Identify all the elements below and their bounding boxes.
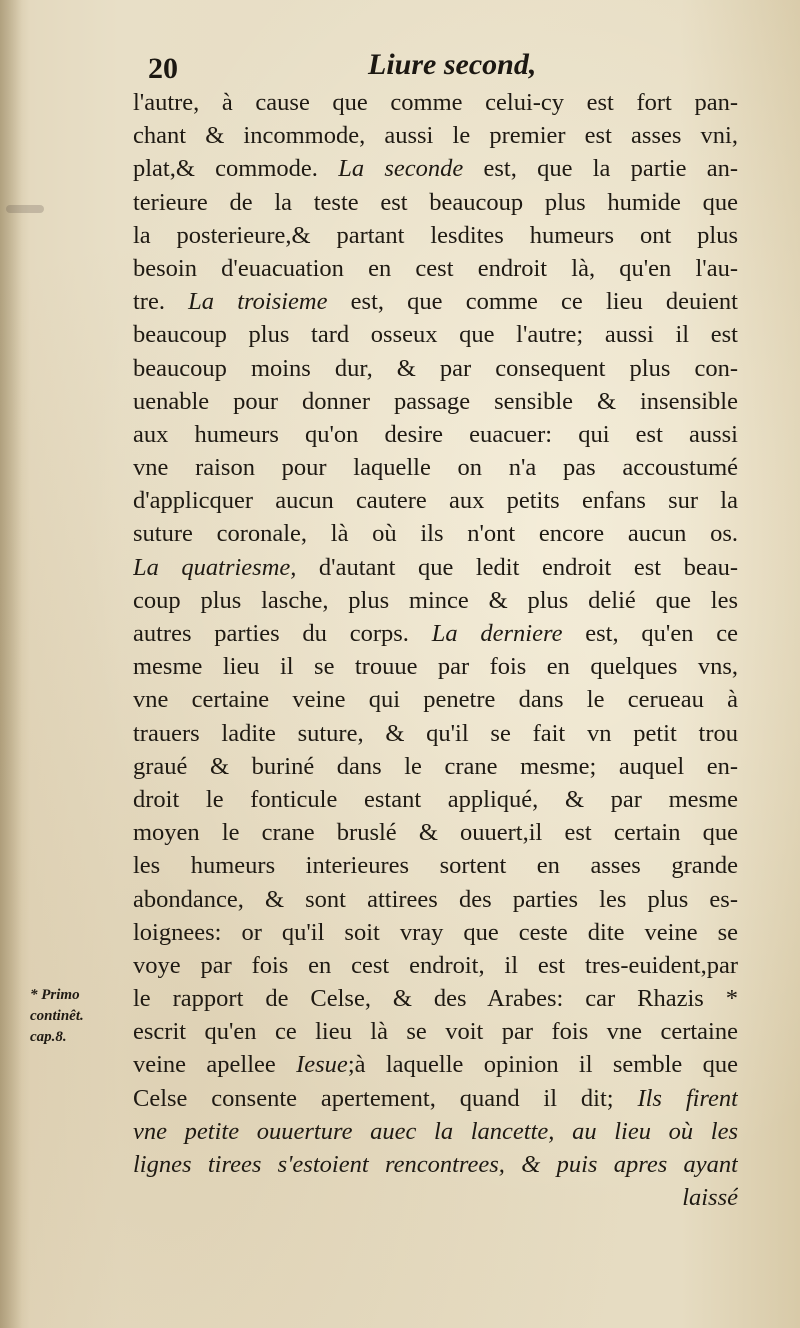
gutter-shadow	[0, 0, 22, 1328]
text-segment: aux humeurs qu'on desire euacuer: qui est aussi	[133, 420, 738, 448]
margin-note-line: * Primo	[30, 987, 80, 1003]
text-line	[133, 219, 738, 252]
italic-segment: La troisieme	[188, 288, 328, 316]
text-line	[133, 617, 738, 650]
italic-segment: La quatriesme,	[133, 553, 297, 581]
text-line	[133, 385, 738, 418]
text-line	[133, 1082, 738, 1115]
text-line	[133, 152, 738, 185]
text-segment: tre.	[133, 288, 189, 316]
text-segment: trauers ladite suture, & qu'il se fait vn petit trou	[133, 719, 738, 747]
text-segment: plat,& commode.	[133, 155, 339, 183]
text-line	[133, 849, 738, 882]
text-line	[133, 816, 738, 849]
ink-smudge	[6, 205, 44, 213]
text-line	[133, 650, 738, 683]
text-line	[133, 551, 738, 584]
text-segment: escrit qu'en ce lieu là se voit par fois vne certaine	[133, 1018, 738, 1046]
text-line	[133, 186, 738, 219]
text-segment: terieure de la teste est beaucoup plus humide que	[133, 188, 738, 216]
italic-segment: vne petite ouuerture auec la lancette, au lieu où les	[133, 1117, 738, 1145]
text-line	[133, 1048, 738, 1081]
text-line	[133, 1015, 738, 1048]
text-line	[133, 352, 738, 385]
text-line	[133, 717, 738, 750]
text-segment: le rapport de Celse, & des Arabes: car Rhazis *	[133, 985, 738, 1013]
text-segment: graué & buriné dans le crane mesme; auquel en-	[133, 752, 738, 780]
text-segment: mesme lieu il se trouue par fois en quelques vns,	[133, 653, 738, 681]
text-line	[133, 916, 738, 949]
text-line	[133, 1181, 738, 1214]
text-segment: d'applicquer aucun cautere aux petits enfans sur la	[133, 487, 738, 515]
text-segment: abondance, & sont attirees des parties les plus es-	[133, 885, 738, 913]
text-segment: est, qu'en ce	[562, 620, 738, 647]
text-line	[133, 451, 738, 484]
text-segment: coup plus lasche, plus mince & plus delié que les	[133, 586, 738, 614]
italic-segment: laissé	[682, 1184, 738, 1212]
text-segment: beaucoup moins dur, & par consequent plus con-	[133, 354, 738, 382]
text-line	[133, 883, 738, 916]
text-line	[133, 285, 738, 318]
text-segment: d'autant que ledit endroit est beau-	[296, 553, 738, 581]
text-segment: uenable pour donner passage sensible & insensible	[133, 387, 738, 415]
text-line	[133, 318, 738, 351]
text-segment: autres parties du corps.	[133, 620, 432, 647]
text-segment: ;à laquelle opinion il semble que	[347, 1051, 738, 1079]
text-segment: beaucoup plus tard osseux que l'autre; aussi il est	[133, 321, 738, 349]
text-line	[133, 119, 738, 152]
italic-segment: Ils firent	[637, 1084, 738, 1112]
italic-segment: La seconde	[338, 155, 464, 183]
text-segment: est, que la partie an-	[463, 155, 738, 183]
text-segment: voye par fois en cest endroit, il est tres-euident,par	[133, 951, 738, 979]
text-line	[133, 1148, 738, 1181]
text-segment: loignees: or qu'il soit vray que ceste dite veine se	[133, 918, 738, 946]
text-segment: droit le fonticule estant appliqué, & par mesme	[133, 785, 738, 813]
text-line	[133, 949, 738, 982]
text-segment: est, que comme ce lieu deuient	[327, 288, 738, 316]
text-segment: les humeurs interieures sortent en asses grande	[133, 852, 738, 880]
italic-segment: Iesue	[296, 1051, 348, 1079]
text-line	[133, 683, 738, 716]
text-segment: la posterieure,& partant lesdites humeurs ont plus	[133, 221, 738, 249]
italic-segment: La derniere	[431, 620, 563, 647]
text-segment: vne certaine veine qui penetre dans le cerueau à	[133, 686, 738, 714]
text-segment: moyen le crane bruslé & ouuert,il est certain que	[133, 819, 738, 847]
text-line	[133, 517, 738, 550]
text-segment: l'autre, à cause que comme celui-cy est fort pan-	[133, 89, 738, 116]
text-line	[133, 982, 738, 1015]
text-segment: besoin d'euacuation en cest endroit là, qu'en l'au-	[133, 254, 738, 282]
text-segment: vne raison pour laquelle on n'a pas accoustumé	[133, 454, 738, 482]
text-line	[133, 584, 738, 617]
text-segment: Celse consente apertement, quand il dit;	[133, 1084, 638, 1112]
text-line	[133, 783, 738, 816]
text-line	[133, 484, 738, 517]
margin-note-line: cap.8.	[30, 1029, 67, 1045]
text-line	[133, 86, 738, 119]
margin-note	[30, 985, 130, 1048]
text-segment: suture coronale, là où ils n'ont encore aucun os.	[133, 520, 738, 548]
margin-note-line: continêt.	[30, 1008, 84, 1024]
text-line	[133, 750, 738, 783]
text-line	[133, 1115, 738, 1148]
italic-segment: lignes tirees s'estoient rencontrees, & puis apres ayant	[133, 1151, 738, 1178]
text-segment: veine apellee	[133, 1051, 297, 1079]
running-head: Liure second,	[368, 48, 537, 81]
body-text	[133, 86, 738, 1214]
text-line	[133, 252, 738, 285]
text-segment: chant & incommode, aussi le premier est asses vni,	[133, 122, 738, 150]
text-line	[133, 418, 738, 451]
page-number: 20	[148, 52, 178, 85]
